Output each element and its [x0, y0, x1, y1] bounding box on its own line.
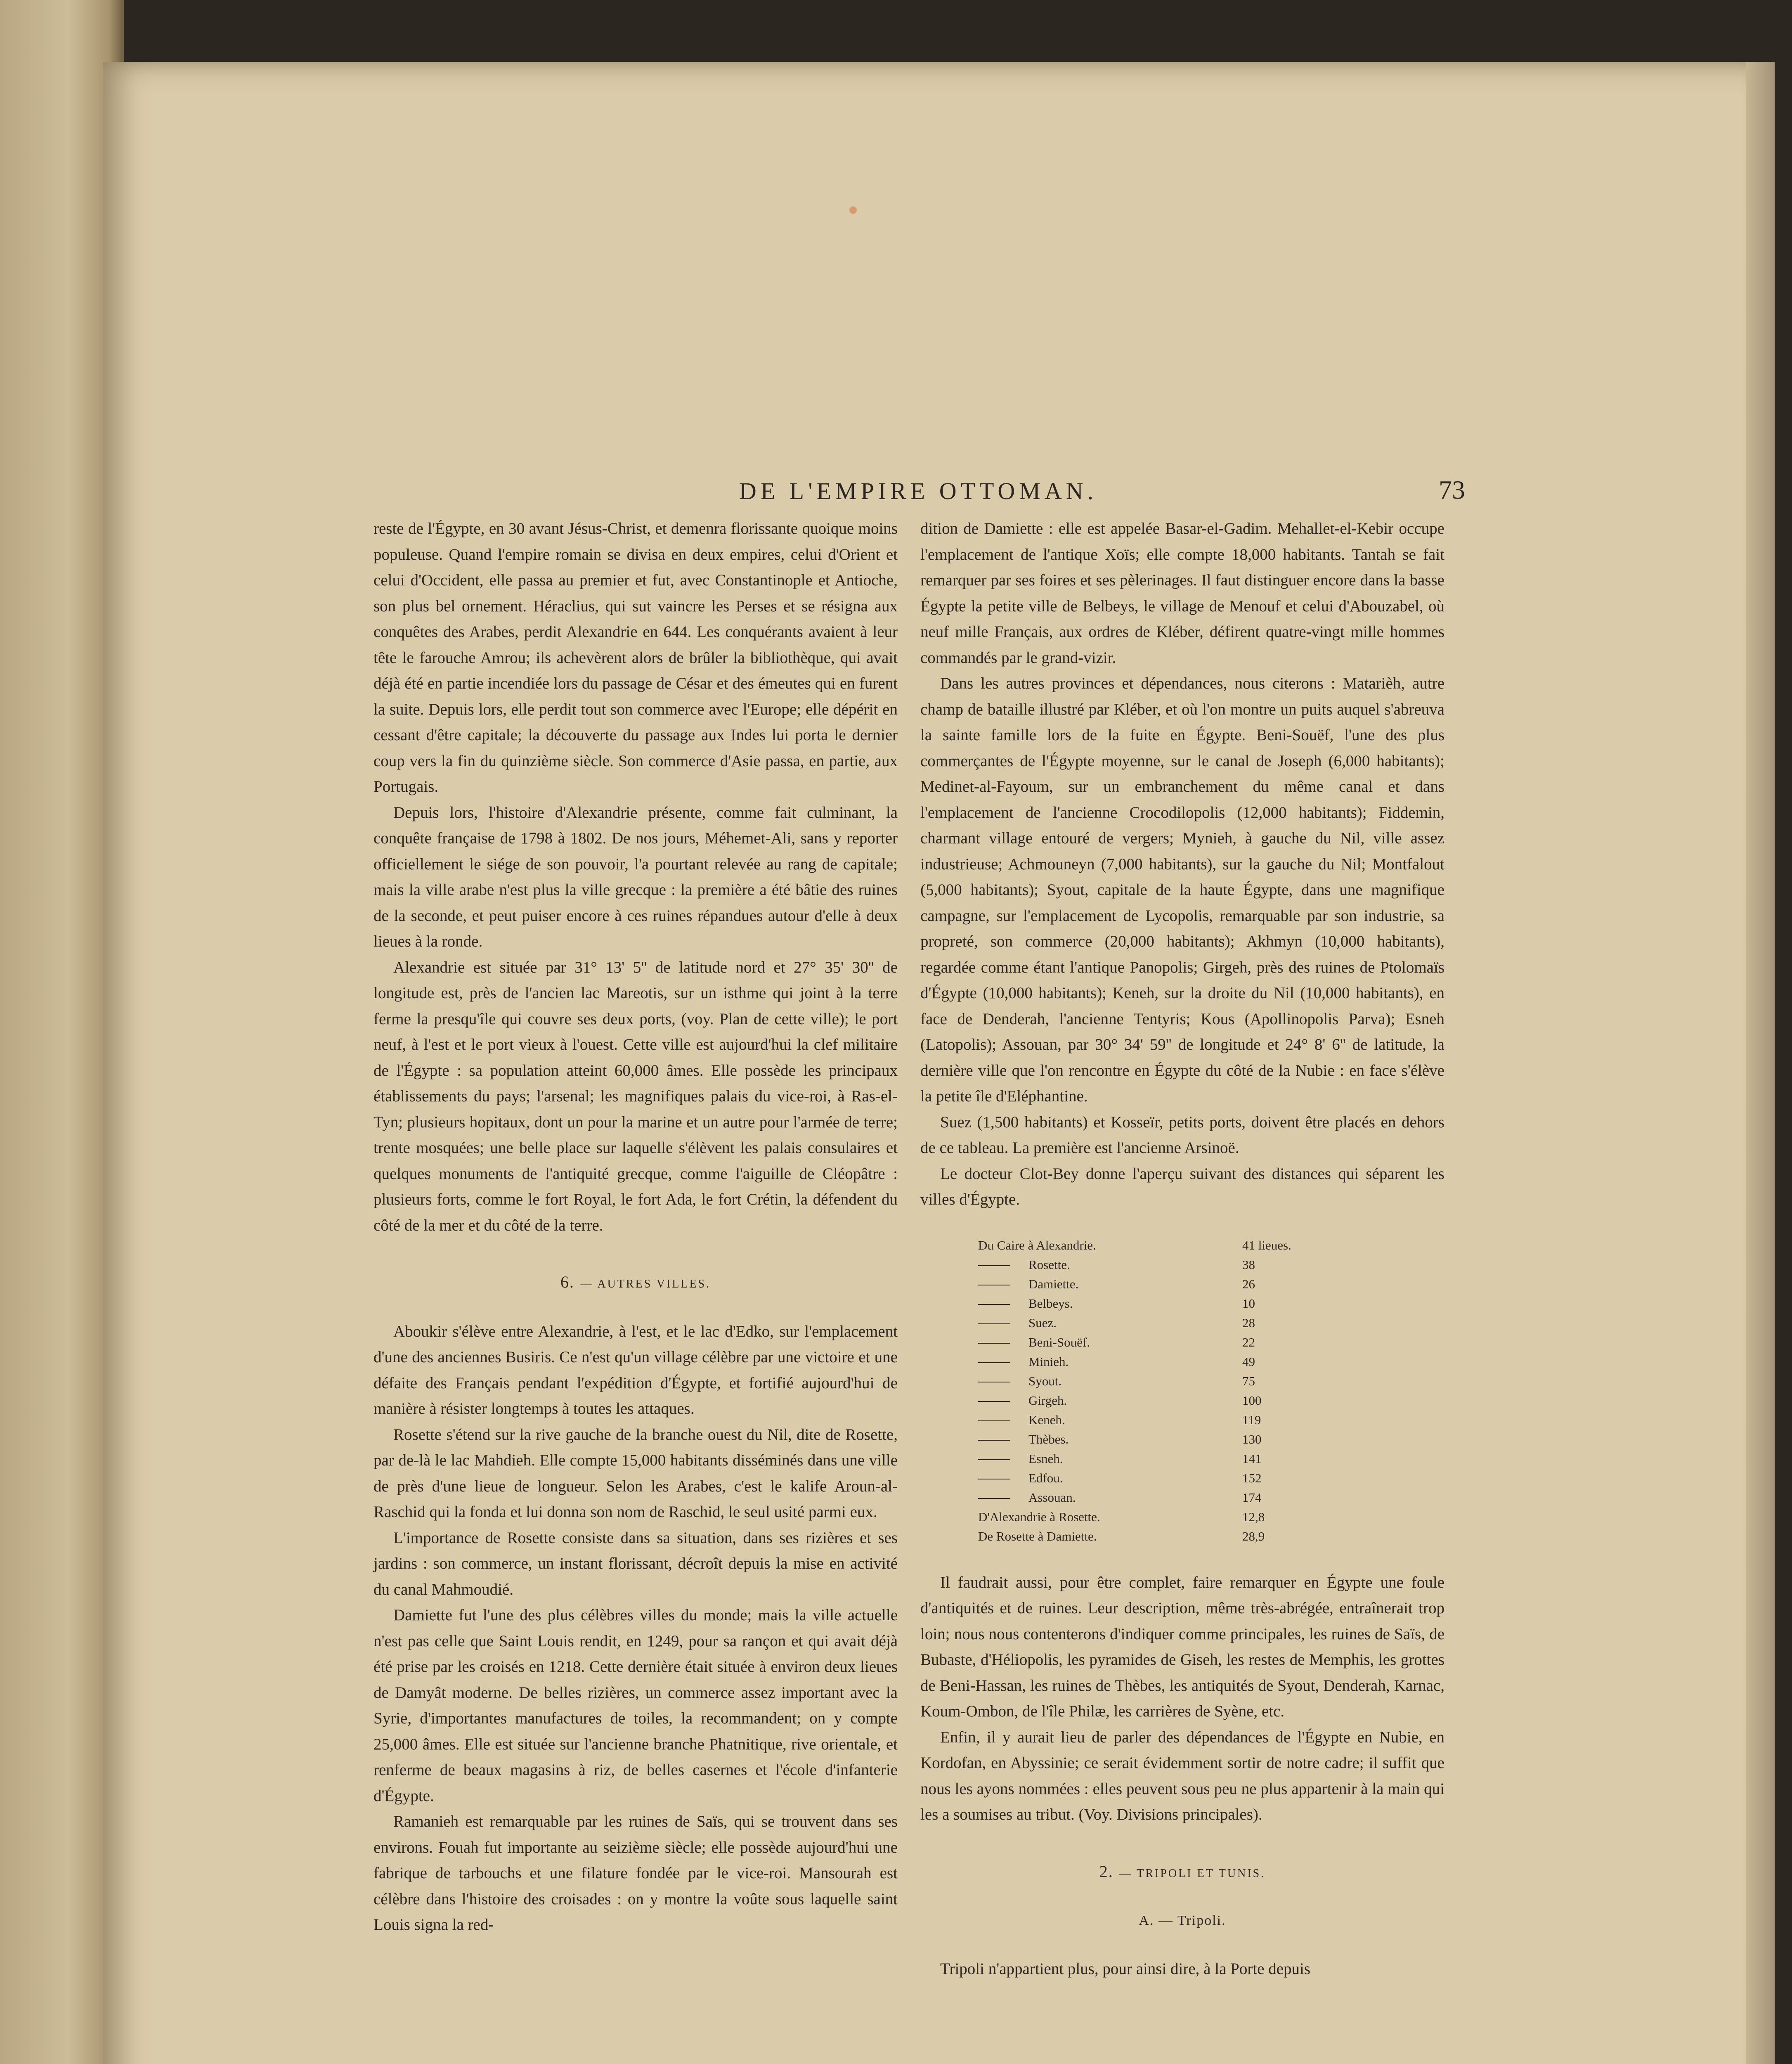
- distance-row: [978, 1333, 1350, 1352]
- distance-row: [978, 1352, 1350, 1371]
- distance-row: [978, 1255, 1350, 1274]
- distance-place: D'Alexandrie à Rosette.: [978, 1509, 1100, 1524]
- distance-table: [978, 1236, 1350, 1546]
- paragraph: Tripoli n'appartient plus, pour ainsi dire, à la Porte depuis: [940, 1960, 1311, 1978]
- distance-value: 28: [1242, 1315, 1255, 1330]
- ditto-dash: [978, 1401, 1010, 1402]
- section-heading: [920, 1859, 1444, 1887]
- section-title: — TRIPOLI ET TUNIS.: [1119, 1867, 1266, 1880]
- distance-place: Beni-Souëf.: [1028, 1335, 1090, 1349]
- distance-row: [978, 1391, 1350, 1410]
- distance-place: Syout.: [1028, 1373, 1062, 1388]
- distance-value: 41 lieues.: [1242, 1238, 1291, 1252]
- distance-value: 28,9: [1242, 1529, 1265, 1543]
- distance-row: [978, 1527, 1350, 1546]
- distance-row: [978, 1449, 1350, 1468]
- ditto-dash: [978, 1304, 1010, 1305]
- distance-place: Suez.: [1028, 1315, 1057, 1330]
- distance-row: [978, 1507, 1350, 1527]
- left-column: [374, 516, 898, 1938]
- distance-value: 12,8: [1242, 1509, 1265, 1524]
- paragraph: Damiette fut l'une des plus célèbres villes du monde; mais la ville actuelle n'est pas celle que Saint Louis rendit, en 1249, pour sa rançon et qui avait déjà été prise par les croisés en 1218. Cette dernière était située à environ deux lieues de Damyât moderne. De belles rizières, un commerce assez important avec la Syrie, d'importantes manufactures de toiles, la recommandent; on y compte 25,000 âmes. Elle est située sur l'ancienne branche Phatnitique, rive orientale, et renferme de beaux magasins à riz, de belles casernes et l'école d'infanterie d'Égypte.: [374, 1606, 898, 1805]
- paragraph: Dans les autres provinces et dépendances, nous citerons : Matarièh, autre champ de bataille illustré par Kléber, et où l'on montre un puits auquel s'abreuva la sainte famille lors de la fuite en Égypte. Beni-Souëf, l'une des plus commerçantes de l'Égypte moyenne, sur le canal de Joseph (6,000 habitants); Medinet-al-Fayoum, sur un embranchement du même canal et dans l'emplacement de l'ancienne Crocodilopolis (12,000 habitants); Fiddemin, charmant village entouré de vergers; Mynieh, à gauche du Nil, ville assez industrieuse; Achmouneyn (7,000 habitants), sur la gauche du Nil; Montfalout (5,000 habitants); Syout, capitale de la haute Égypte, dans une magnifique campagne, sur l'emplacement de Lycopolis, remarquable par son industrie, sa propreté, son commerce (20,000 habitants); Akhmyn (10,000 habitants), regardée comme étant l'antique Panopolis; Girgeh, près des ruines de Ptolomaïs d'Égypte (10,000 habitants); Keneh, sur la droite du Nil (10,000 habitants), en face de Denderah, l'ancienne Tentyris; Kous (Apollinopolis Parva); Esneh (Latopolis); Assouan, par 30° 34' 59'' de longitude et 24° 8' 6'' de latitude, la dernière ville que l'on rencontre en Égypte du côté de la Nubie : en face s'élève la petite île d'Eléphantine.: [920, 675, 1444, 1105]
- distance-place: Damiette.: [1028, 1276, 1079, 1291]
- ditto-dash: [978, 1459, 1010, 1460]
- distance-value: 119: [1242, 1412, 1261, 1427]
- distance-value: 152: [1242, 1470, 1262, 1485]
- paragraph: Le docteur Clot-Bey donne l'aperçu suivant des distances qui séparent les villes d'Égypte.: [920, 1165, 1444, 1208]
- paragraph: Suez (1,500 habitants) et Kosseïr, petits ports, doivent être placés en dehors de ce tableau. La première est l'ancienne Arsinoë.: [920, 1113, 1444, 1157]
- distance-value: 49: [1242, 1354, 1255, 1369]
- paragraph: Alexandrie est située par 31° 13' 5'' de latitude nord et 27° 35' 30'' de longitude est, près de l'ancien lac Mareotis, sur un isthme qui joint à la terre ferme la presqu'île qui couvre ses deux ports, (voy. Plan de cette ville); le port neuf, à l'est et le port vieux à l'ouest. Cette ville est aujourd'hui la clef militaire de l'Égypte : sa population atteint 60,000 âmes. Elle possède les principaux établissements du pays; l'arsenal; les magnifiques palais du vice-roi, à Ras-el-Tyn; plusieurs hopitaux, dont un pour la marine et un autre pour l'armée de terre; trente mosquées; une belle place sur laquelle s'élèvent les palais consulaires et quelques monuments de l'antiquité grecque, comme l'aiguille de Cléopâtre : plusieurs forts, comme le fort Royal, le fort Ada, le fort Crétin, la défendent du côté de la mer et du côté de la terre.: [374, 958, 898, 1234]
- distance-row: [978, 1236, 1350, 1255]
- distance-place: De Rosette à Damiette.: [978, 1529, 1097, 1543]
- distance-value: 10: [1242, 1296, 1255, 1311]
- paragraph: Enfin, il y aurait lieu de parler des dépendances de l'Égypte en Nubie, en Kordofan, en Abyssinie; ce serait évidemment sortir de notre cadre; il suffit que nous les ayons nommées : elles peuvent sous peu ne plus appartenir à la main qui les a soumises au tribut. (Voy. Divisions principales).: [920, 1728, 1444, 1823]
- page-stack-edge: [1746, 62, 1775, 2064]
- ditto-dash: [978, 1440, 1010, 1441]
- paragraph: Aboukir s'élève entre Alexandrie, à l'est, et le lac d'Edko, sur l'emplacement d'une des anciennes Busiris. Ce n'est qu'un village célèbre par une victoire et une défaite des Français pendant l'expédition d'Égypte, et fortifié aujourd'hui de manière à résister longtemps à toutes les attaques.: [374, 1322, 898, 1418]
- paragraph: Rosette s'étend sur la rive gauche de la branche ouest du Nil, dite de Rosette, par de-là le lac Mahdieh. Elle compte 15,000 habitants disséminés dans une ville de près d'une lieue de longueur. Selon les Arabes, c'est le kalife Aroun-al-Raschid qui la fonda et lui donna son nom de Raschid, le seul usité parmi eux.: [374, 1425, 898, 1521]
- distance-value: 100: [1242, 1393, 1262, 1408]
- ditto-dash: [978, 1420, 1010, 1421]
- paragraph: L'importance de Rosette consiste dans sa situation, dans ses rizières et ses jardins : son commerce, un instant florissant, décroît depuis la mise en activité du canal Mahmoudié.: [374, 1529, 898, 1598]
- distance-place: Assouan.: [1028, 1490, 1076, 1505]
- distance-row: [978, 1274, 1350, 1294]
- running-header: [371, 475, 1465, 512]
- running-title: DE L'EMPIRE OTTOMAN.: [739, 478, 1098, 504]
- ditto-dash: [978, 1362, 1010, 1363]
- paper-stain: [849, 206, 857, 214]
- page-number: 73: [1439, 475, 1465, 504]
- distance-place: Belbeys.: [1028, 1296, 1073, 1311]
- distance-value: 141: [1242, 1451, 1262, 1466]
- section-title: — AUTRES VILLES.: [580, 1278, 711, 1290]
- section-heading: [374, 1269, 898, 1297]
- ditto-dash: [978, 1265, 1010, 1266]
- distance-row: [978, 1430, 1350, 1449]
- ditto-dash: [978, 1343, 1010, 1344]
- distance-row: [978, 1294, 1350, 1313]
- paragraph: dition de Damiette : elle est appelée Basar-el-Gadim. Mehallet-el-Kebir occupe l'emplacement de l'antique Xoïs; elle compte 18,000 habitants. Tantah se fait remarquer par ses foires et ses pèlerinages. Il faut distinguer encore dans la basse Égypte la petite ville de Belbeys, le village de Menouf et celui d'Abouzabel, où neuf mille Français, aux ordres de Kléber, défirent quatre-vingt mille hommes commandés par le grand-vizir.: [920, 520, 1444, 667]
- distance-place: Edfou.: [1028, 1470, 1063, 1485]
- distance-value: 75: [1242, 1373, 1255, 1388]
- distance-place: Keneh.: [1028, 1412, 1065, 1427]
- paragraph: Il faudrait aussi, pour être complet, faire remarquer en Égypte une foule d'antiquités et de ruines. Leur description, même très-abrégée, entraînerait trop loin; nous nous contenterons d'indiquer comme principales, les ruines de Saïs, de Bubaste, d'Héliopolis, les pyramides de Giseh, les restes de Memphis, les grottes de Beni-Hassan, les ruines de Thèbes, les antiquités de Syout, Denderah, Karnac, Koum-Ombon, de l'île Philæ, les carrières de Syène, etc.: [920, 1573, 1444, 1720]
- paragraph: Ramanieh est remarquable par les ruines de Saïs, qui se trouvent dans ses environs. Fouah fut importante au seizième siècle; elle possède aujourd'hui une fabrique de tarbouchs et une filature fondée par le vice-roi. Mansourah est célèbre dans l'histoire des croisades : on y montre la voûte sous laquelle saint Louis signa la red-: [374, 1813, 898, 1934]
- section-number: 6.: [560, 1273, 574, 1291]
- distance-place: Du Caire à Alexandrie.: [978, 1238, 1096, 1252]
- distance-place: Rosette.: [1028, 1257, 1070, 1272]
- distance-value: 130: [1242, 1432, 1262, 1446]
- distance-value: 174: [1242, 1490, 1262, 1505]
- ditto-dash: [978, 1498, 1010, 1499]
- section-number: 2.: [1099, 1862, 1113, 1881]
- distance-place: Esneh.: [1028, 1451, 1063, 1466]
- distance-row: [978, 1313, 1350, 1333]
- distance-row: [978, 1468, 1350, 1488]
- distance-value: 38: [1242, 1257, 1255, 1272]
- paragraph: reste de l'Égypte, en 30 avant Jésus-Christ, et demenra florissante quoique moins populeuse. Quand l'empire romain se divisa en deux empires, celui d'Orient et celui d'Occident, elle passa au premier et fut, avec Constantinople et Antioche, son plus bel ornement. Héraclius, qui sut vaincre les Perses et se résigna aux conquêtes des Arabes, perdit Alexandrie en 644. Les conquérants avaient à leur tête le farouche Amrou; ils achevèrent alors de brûler la bibliothèque, qui avait déjà été en partie incendiée lors du passage de César et des émeutes qui en furent la suite. Depuis lors, elle perdit tout son commerce avec l'Europe; elle dépérit en cessant d'être capitale; la découverte du passage aux Indes lui porta le dernier coup vers la fin du quinzième siècle. Son commerce d'Asie passa, en partie, aux Portugais.: [374, 520, 898, 795]
- distance-place: Minieh.: [1028, 1354, 1069, 1369]
- distance-row: [978, 1410, 1350, 1430]
- right-column: [920, 516, 1444, 1982]
- distance-row: [978, 1371, 1350, 1391]
- ditto-dash: [978, 1323, 1010, 1324]
- distance-place: Thèbes.: [1028, 1432, 1069, 1446]
- distance-value: 22: [1242, 1335, 1255, 1349]
- distance-row: [978, 1488, 1350, 1507]
- distance-value: 26: [1242, 1276, 1255, 1291]
- distance-place: Girgeh.: [1028, 1393, 1067, 1408]
- subsection-heading: A. — Tripoli.: [1139, 1913, 1226, 1928]
- paragraph: Depuis lors, l'histoire d'Alexandrie présente, comme fait culminant, la conquête française de 1798 à 1802. De nos jours, Méhemet-Ali, sans y reporter officiellement le siége de son pouvoir, l'a pourtant relevée au rang de capitale; mais la ville arabe n'est plus la ville grecque : la première a été bâtie des ruines de la seconde, et peut puiser encore à ces ruines répandues autour d'elle à deux lieues à la ronde.: [374, 803, 898, 950]
